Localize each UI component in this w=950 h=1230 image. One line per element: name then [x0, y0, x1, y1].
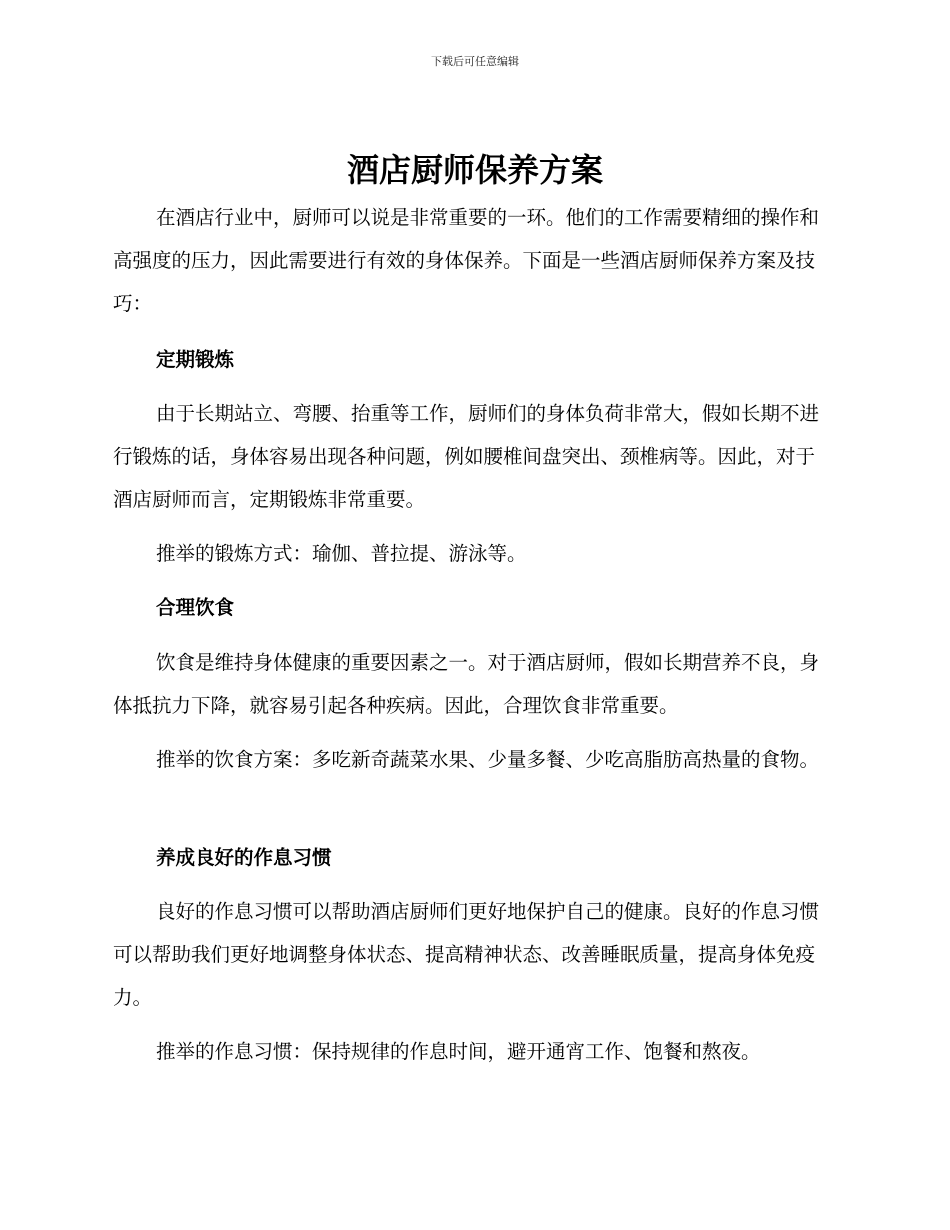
diet-recommendation: 推举的饮食方案：多吃新奇蔬菜水果、少量多餐、少吃高脂肪高热量的食物。	[156, 748, 820, 771]
routine-recommendation: 推举的作息习惯：保持规律的作息时间，避开通宵工作、饱餐和熬夜。	[156, 1040, 761, 1063]
section-heading-diet: 合理饮食	[156, 596, 235, 619]
routine-paragraph: 良好的作息习惯可以帮助酒店厨师们更好地保护自己的健康。良好的作息习惯可以帮助我们更好地调整身体状态、提高精神状态、改善睡眠质量，提高身体免疫力。	[113, 900, 820, 1009]
section-heading-routine: 养成良好的作息习惯	[156, 846, 332, 869]
header-note: 下载后可任意编辑	[431, 55, 519, 68]
document-title: 酒店厨师保养方案	[346, 151, 603, 189]
exercise-recommendation: 推举的锻炼方式：瑜伽、普拉提、游泳等。	[156, 542, 527, 565]
diet-paragraph: 饮食是维持身体健康的重要因素之一。对于酒店厨师，假如长期营养不良，身体抵抗力下降，就容易引起各种疾病。因此，合理饮食非常重要。	[113, 651, 820, 717]
section-heading-exercise: 定期锻炼	[156, 348, 235, 371]
intro-paragraph: 在酒店行业中，厨师可以说是非常重要的一环。他们的工作需要精细的操作和高强度的压力，因此需要进行有效的身体保养。下面是一些酒店厨师保养方案及技巧：	[113, 206, 820, 315]
exercise-paragraph: 由于长期站立、弯腰、抬重等工作，厨师们的身体负荷非常大，假如长期不进行锻炼的话，身体容易出现各种问题，例如腰椎间盘突出、颈椎病等。因此，对于酒店厨师而言，定期锻炼非常重要。	[113, 402, 820, 511]
